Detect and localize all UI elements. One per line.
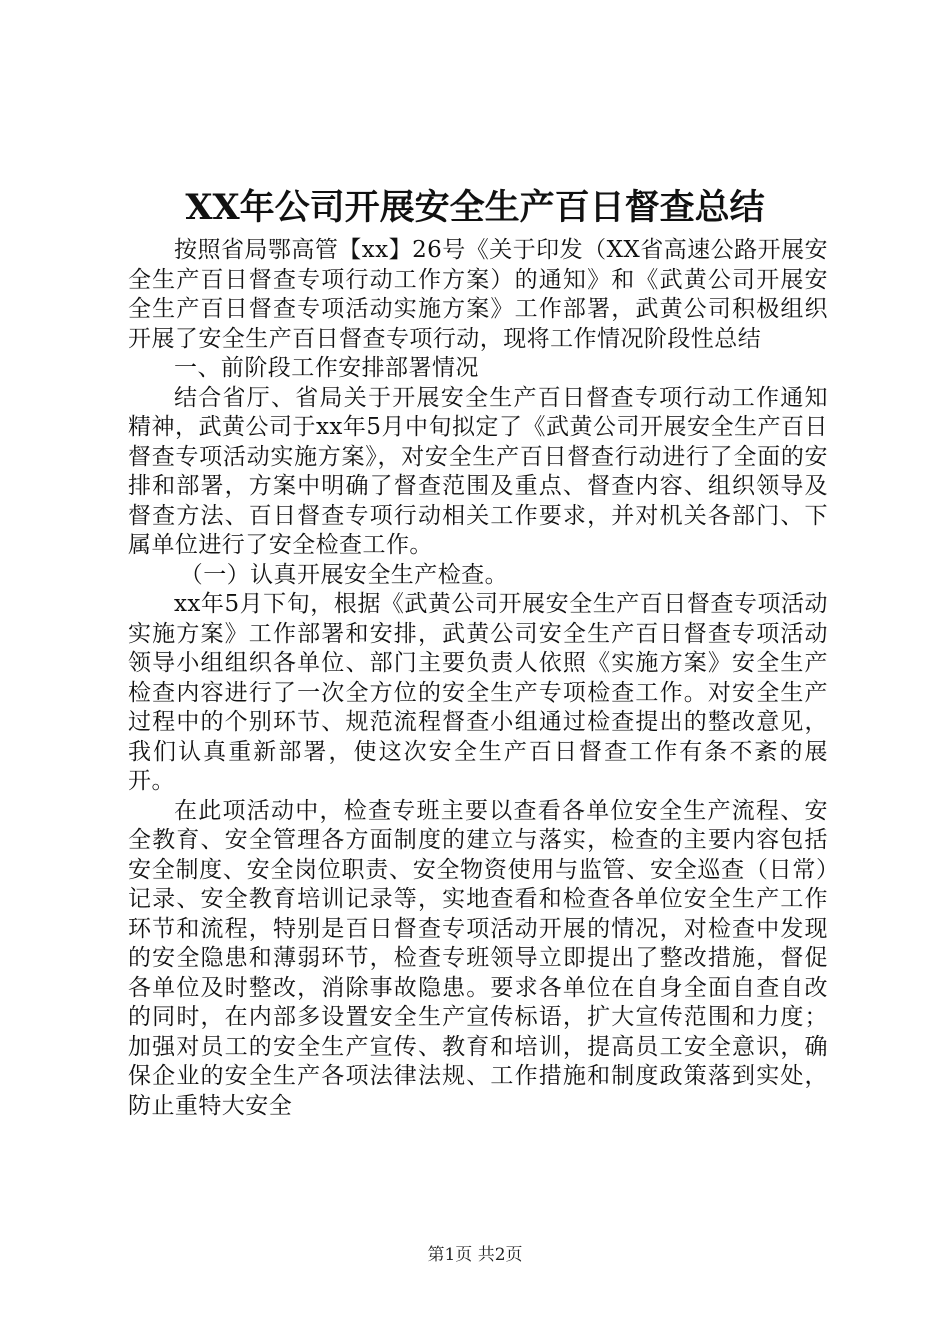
page-number-footer: 第1页 共2页 xyxy=(427,1245,523,1265)
body-paragraph: xx年5月下旬，根据《武黄公司开展安全生产百日督查专项活动实施方案》工作部署和安排，武黄公司安全生产百日督查专项活动领导小组组织各单位、部门主要负责人依照《实施方案》安全生产检查内容进行了一次全方位的安全生产专项检查工作。对安全生产过程中的个别环节、规范流程督查小组通过检查提出的整改意见，我们认真重新部署，使这次安全生产百日督查工作有条不紊的展开。 xyxy=(128,591,828,794)
section-heading-1: 一、前阶段工作安排部署情况 xyxy=(174,355,479,381)
body-paragraph: 在此项活动中，检查专班主要以查看各单位安全生产流程、安全教育、安全管理各方面制度的建立与落实，检查的主要内容包括安全制度、安全岗位职责、安全物资使用与监管、安全巡查（日常）记录、安全教育培训记录等，实地查看和检查各单位安全生产工作环节和流程，特别是百日督查专项活动开展的情况，对检查中发现的安全隐患和薄弱环节，检查专班领导立即提出了整改措施，督促各单位及时整改，消除事故隐患。要求各单位在自身全面自查自改的同时，在内部多设置安全生产宣传标语，扩大宣传范围和力度；加强对员工的安全生产宣传、教育和培训，提高员工安全意识，确保企业的安全生产各项法律法规、工作措施和制度政策落到实处，防止重特大安全 xyxy=(128,797,828,1119)
subsection-heading-1: （一）认真开展安全生产检查。 xyxy=(179,561,509,588)
body-paragraph: 结合省厅、省局关于开展安全生产百日督查专项行动工作通知精神，武黄公司于xx年5月中旬拟定了《武黄公司开展安全生产百日督查专项活动实施方案》，对安全生产百日督查行动进行了全面的安排和部署，方案中明确了督查范围及重点、督查内容、组织领导及督查方法、百日督查专项行动相关工作要求，并对机关各部门、下属单位进行了安全检查工作。 xyxy=(128,384,828,558)
document-body xyxy=(128,236,828,1121)
document-title: XX年公司开展安全生产百日督查总结 xyxy=(185,187,765,228)
intro-paragraph: 按照省局鄂高管【xx】26号《关于印发（XX省高速公路开展安全生产百日督查专项行动工作方案）的通知》和《武黄公司开展安全生产百日督查专项活动实施方案》工作部署，武黄公司积极组织开展了安全生产百日督查专项行动，现将工作情况阶段性总结 xyxy=(128,237,828,352)
